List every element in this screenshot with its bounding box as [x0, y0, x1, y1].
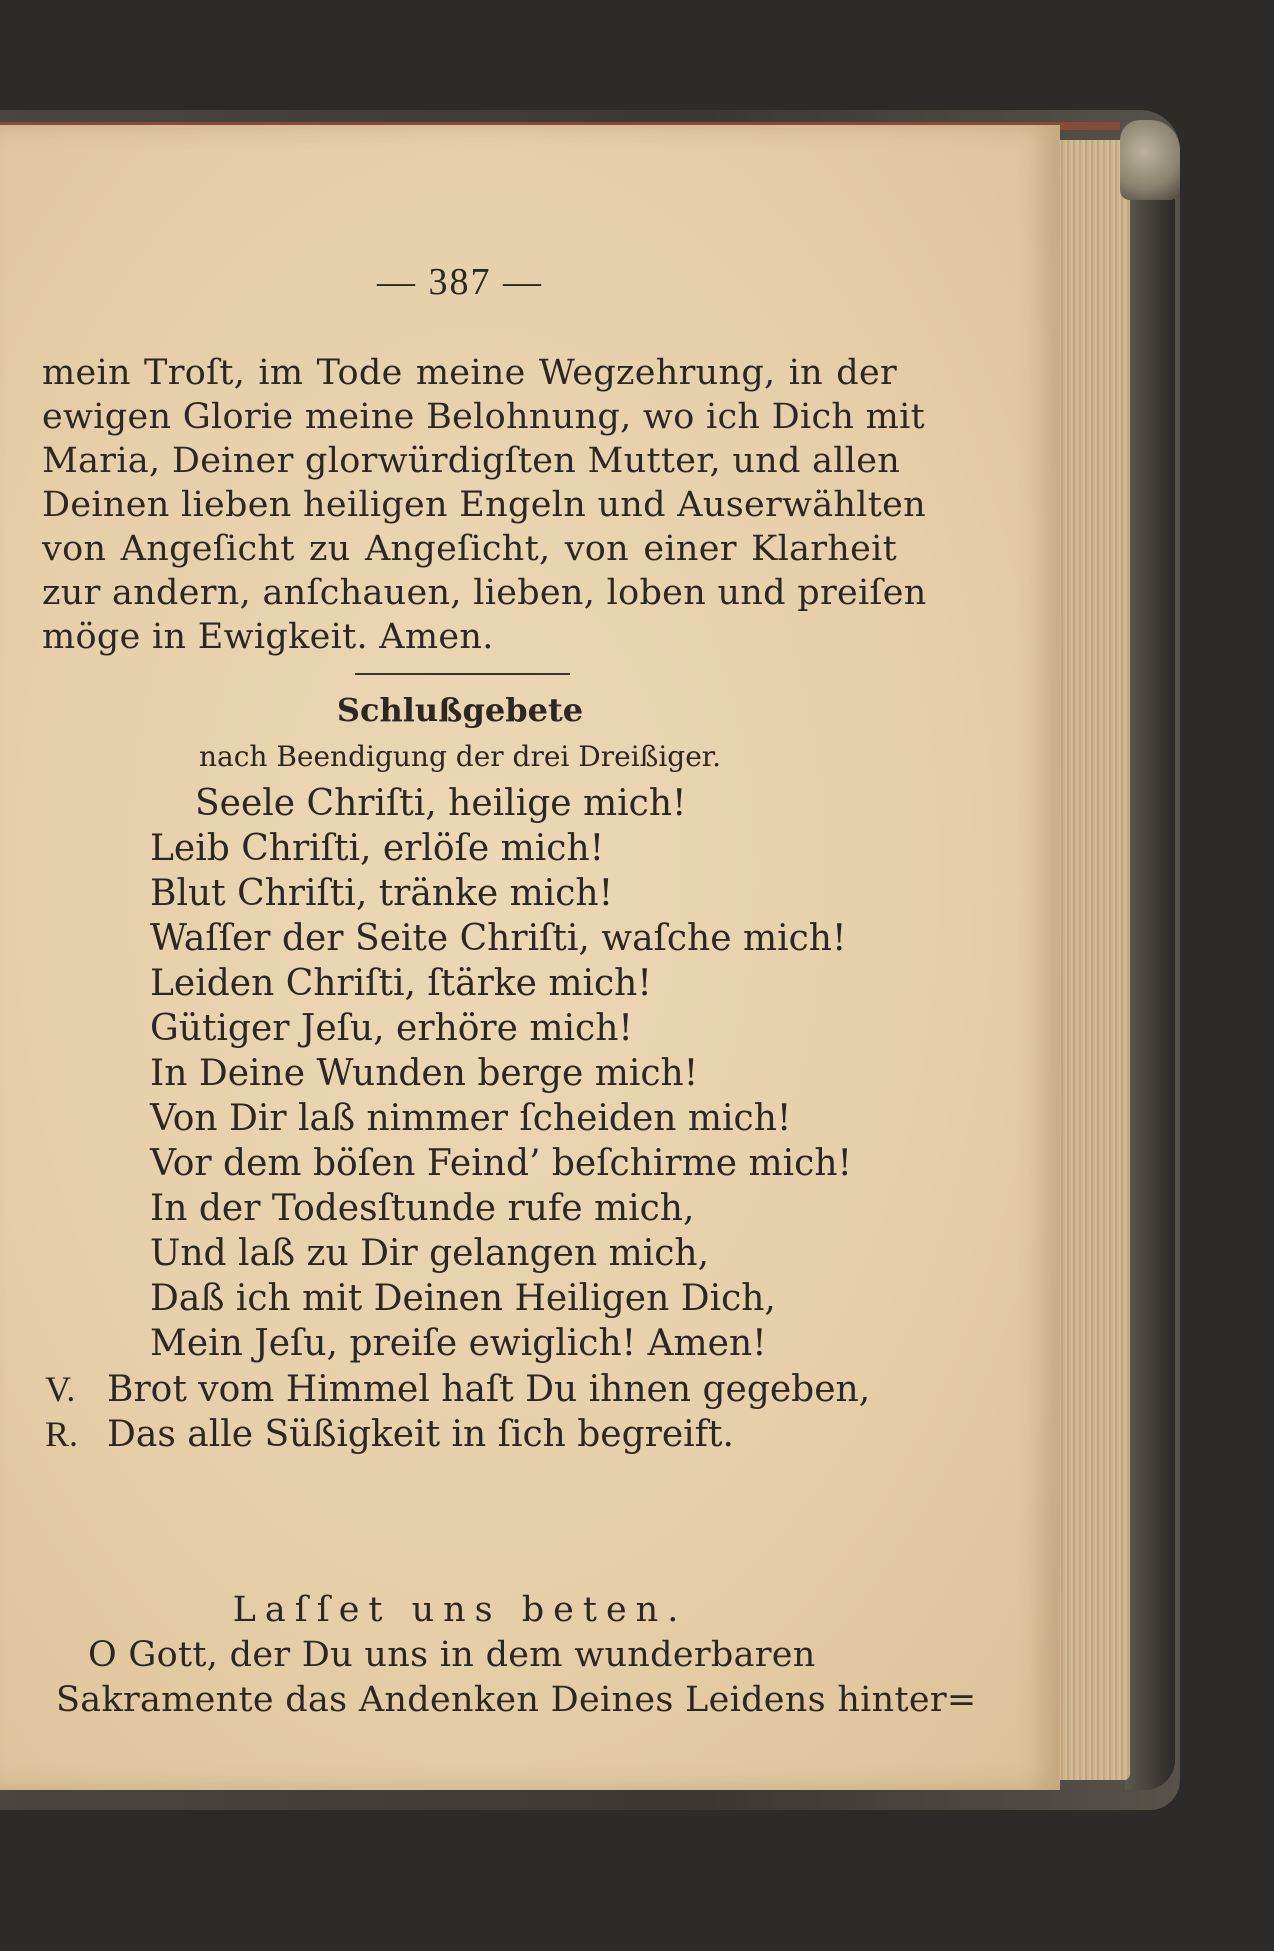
book-page	[0, 125, 1060, 1790]
prayer-line: Sakramente das Andenken Deines Leidens hinter=	[56, 1680, 977, 1720]
section-heading: Schlußgebete	[336, 691, 584, 729]
verse-line: Vor dem böſen Feind’ beſchirme mich!	[150, 1143, 852, 1184]
verse-line: In Deine Wunden berge mich!	[150, 1053, 699, 1094]
page-number: — 387 —	[377, 261, 543, 303]
verse-line: Von Dir laß nimmer ſcheiden mich!	[150, 1098, 792, 1139]
prayer-line: O Gott, der Du uns in dem wunderbaren	[88, 1635, 816, 1675]
versicle-text: Brot vom Himmel haſt Du ihnen gegeben,	[107, 1369, 871, 1410]
response-marker: R.	[45, 1414, 79, 1454]
verse-line: Gütiger Jeſu, erhöre mich!	[150, 1008, 633, 1049]
verse-line: Und laß zu Dir gelangen mich,	[150, 1233, 710, 1274]
paragraph-line: möge in Ewigkeit. Amen.	[42, 617, 494, 657]
paragraph-line: von Angeſicht zu Angeſicht, von einer Klarheit	[42, 529, 897, 569]
section-divider	[355, 673, 570, 675]
versicle-line	[45, 1368, 870, 1410]
paragraph-line: Maria, Deiner glorwürdigſten Mutter, und allen	[42, 441, 901, 481]
verse-line: Waſſer der Seite Chriſti, waſche mich!	[150, 918, 847, 959]
prayer-intro: Laſſet uns beten.	[232, 1590, 688, 1630]
cover-corner	[1120, 120, 1180, 200]
response-text: Das alle Süßigkeit in ſich begreift.	[107, 1414, 734, 1455]
versicle-marker: V.	[45, 1369, 76, 1409]
verse-line: Daß ich mit Deinen Heiligen Dich,	[150, 1278, 776, 1319]
verse-line: In der Todesſtunde rufe mich,	[150, 1188, 695, 1229]
verse-line: Seele Chriſti, heilige mich!	[195, 783, 687, 824]
verse-line: Mein Jeſu, preiſe ewiglich! Amen!	[150, 1323, 767, 1364]
verse-line: Leiden Chriſti, ſtärke mich!	[150, 963, 652, 1004]
section-subheading: nach Beendigung der drei Dreißiger.	[198, 740, 722, 773]
response-line	[45, 1413, 734, 1455]
book-cover-edge	[1125, 130, 1175, 1790]
paragraph-line: ewigen Glorie meine Belohnung, wo ich Dich mit	[42, 397, 926, 437]
paragraph-line: mein Troſt, im Tode meine Wegzehrung, in der	[42, 353, 897, 393]
paragraph-line: zur andern, anſchauen, lieben, loben und preiſen	[42, 573, 927, 613]
page-content	[0, 125, 1060, 1790]
verse-line: Blut Chriſti, tränke mich!	[150, 873, 614, 914]
paragraph-line: Deinen lieben heiligen Engeln und Auserwählten	[42, 485, 926, 525]
verse-line: Leib Chriſti, erlöſe mich!	[150, 828, 605, 869]
